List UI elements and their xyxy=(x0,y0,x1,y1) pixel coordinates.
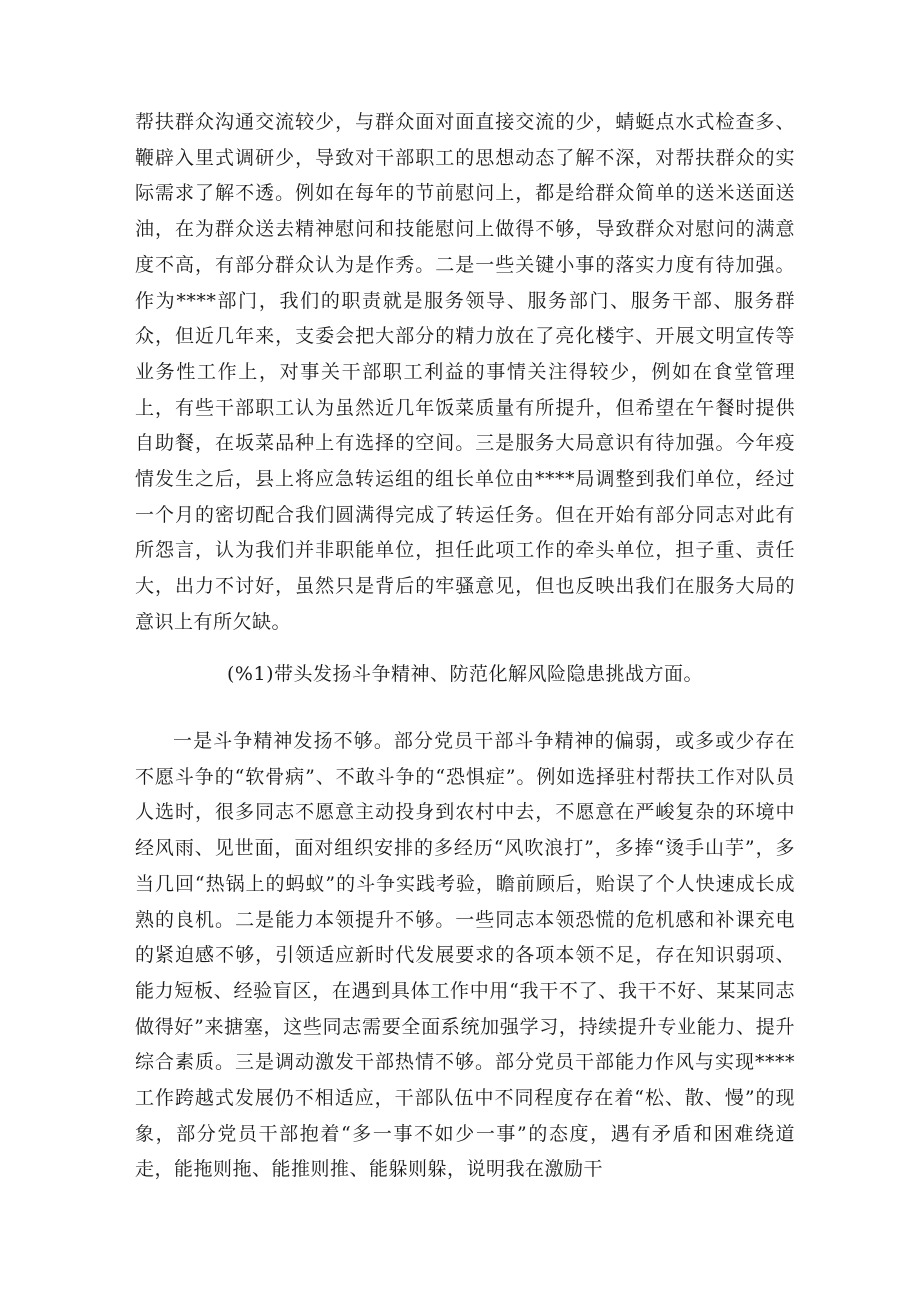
section-heading: (%1)带头发扬斗争精神、防范化解风险隐患挑战方面。 xyxy=(227,663,703,685)
body-paragraph: 一是斗争精神发扬不够。部分党员干部斗争精神的偏弱，或多或少存在不愿斗争的“软骨病”、不敢斗争的“恐惧症”。例如选择驻村帮扶工作对队员人选时，很多同志不愿意主动投身到农村中去，不愿意在严峻复杂的环境中经风雨、见世面，面对组织安排的多经历“风吹浪打”，多捧“烫手山芋”，多当几回“热锅上的蚂蚁”的斗争实践考验，瞻前顾后，贻误了个人快速成长成熟的良机。二是能力本领提升不够。一些同志本领恐慌的危机感和补课充电的紧迫感不够，引领适应新时代发展要求的各项本领不足，存在知识弱项、能力短板、经验盲区，在遇到具体工作中用“我干不了、我干不好、某某同志做得好”来搪塞，这些同志需要全面系统加强学习，持续提升专业能力、提升综合素质。三是调动激发干部热情不够。部分党员干部能力作风与实现****工作跨越式发展仍不相适应，干部队伍中不同程度存在着“松、散、慢”的现象，部分党员干部抱着“多一事不如少一事”的态度，遇有矛盾和困难绕道走，能拖则拖、能推则推、能躲则躲，说明我在激励干 xyxy=(135,730,795,1181)
body-paragraph: 帮扶群众沟通交流较少，与群众面对面直接交流的少，蜻蜓点水式检查多、鞭辟入里式调研少，导致对干部职工的思想动态了解不深，对帮扶群众的实际需求了解不透。例如在每年的节前慰问上，都是给群众简单的送米送面送油，在为群众送去精神慰问和技能慰问上做得不够，导致群众对慰问的满意度不高，有部分群众认为是作秀。二是一些关键小事的落实力度有待加强。作为****部门，我们的职责就是服务领导、服务部门、服务干部、服务群众，但近几年来，支委会把大部分的精力放在了亮化楼宇、开展文明宣传等业务性工作上，对事关干部职工利益的事情关注得较少，例如在食堂管理上，有些干部职工认为虽然近几年饭菜质量有所提升，但希望在午餐时提供自助餐，在坂菜品种上有选择的空间。三是服务大局意识有待加强。今年疫情发生之后，县上将应急转运组的组长单位由****局调整到我们单位，经过一个月的密切配合我们圆满得完成了转运任务。但在开始有部分同志对此有所怨言，认为我们并非职能单位，担任此项工作的牵头单位，担子重、责任大，出力不讨好，虽然只是背后的牢骚意见，但也反映出我们在服务大局的意识上有所欠缺。 xyxy=(135,111,795,633)
